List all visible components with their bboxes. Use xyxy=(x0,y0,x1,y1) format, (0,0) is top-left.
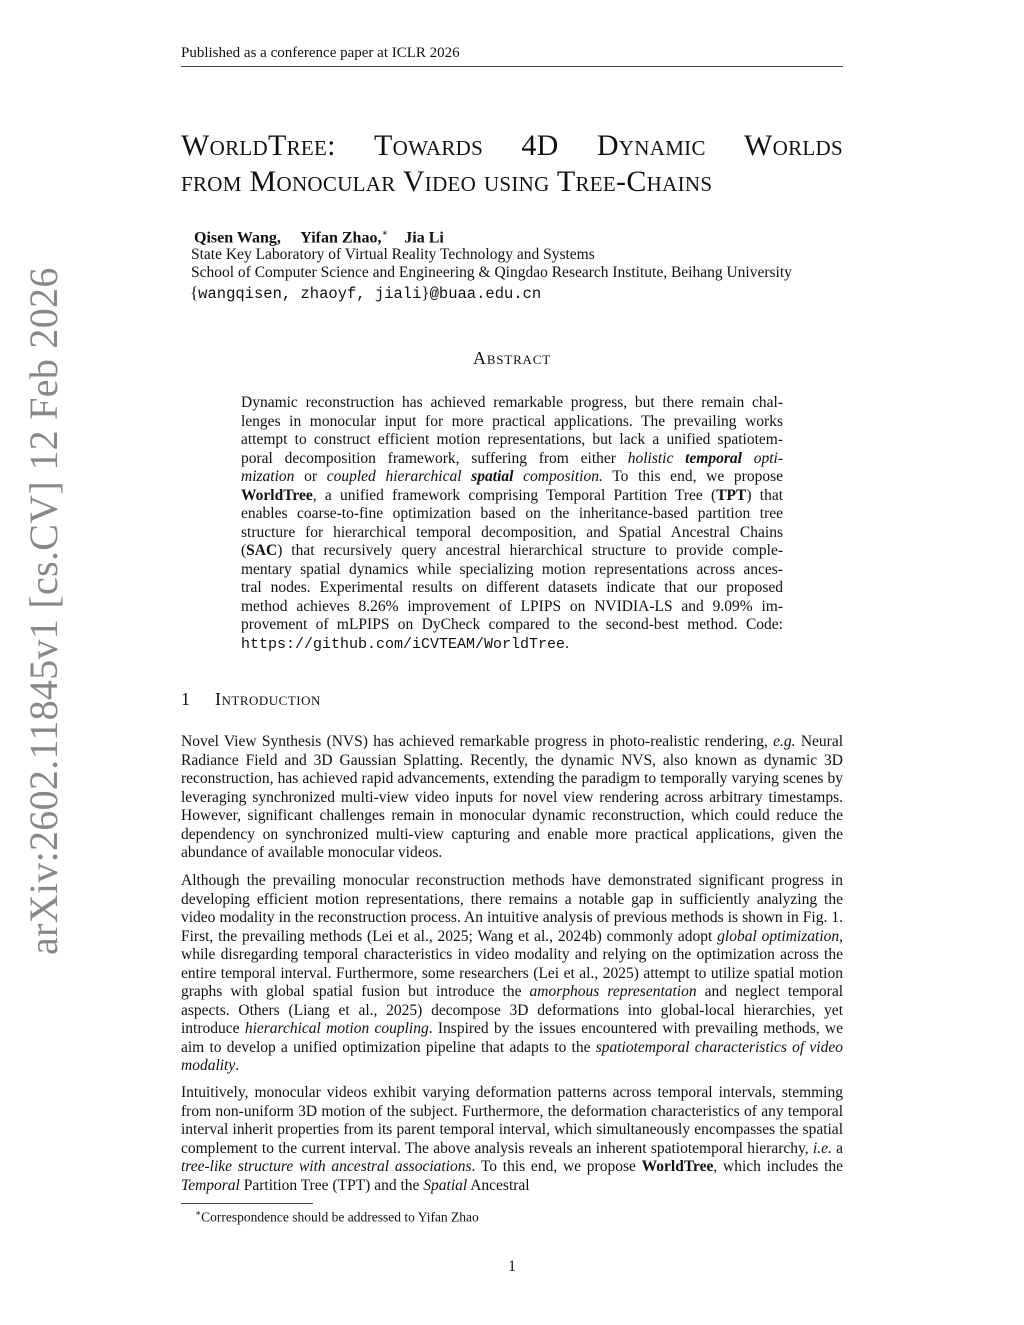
email-names: wangqisen, zhaoyf, jiali xyxy=(198,285,422,303)
page-number: 1 xyxy=(508,1258,516,1275)
header-rule xyxy=(181,66,843,67)
abstract-heading: Abstract xyxy=(473,348,551,368)
abstract-line: poral decomposition framework, suffering from either holistic temporal opti- xyxy=(241,449,784,467)
author-name: Jia Li xyxy=(404,229,444,247)
running-header: Published as a conference paper at ICLR 2026 xyxy=(181,45,460,61)
abstract-line: https://github.com/iCVTEAM/WorldTree. xyxy=(241,634,569,653)
title-word: Dynamic xyxy=(596,129,706,162)
section-title: Introduction xyxy=(215,689,321,709)
footnote-rule xyxy=(181,1203,313,1204)
abstract-line: method achieves 8.26% improvement of LPIPS on NVIDIA-LS and 9.09% im- xyxy=(241,597,783,615)
author-name: Yifan Zhao, xyxy=(300,229,382,247)
affiliation: School of Computer Science and Engineering & Qingdao Research Institute, Beihang University xyxy=(191,264,792,281)
abstract-line: tral nodes. Experimental results on different datasets indicate that our proposed xyxy=(241,579,783,596)
abstract-line: structure for hierarchical temporal decomposition, and Spatial Ancestral Chains xyxy=(241,523,783,541)
abstract-line: (SAC) that recursively query ancestral hierarchical structure to provide comple- xyxy=(241,542,783,559)
arxiv-stamp: arXiv:2602.11845v1 [cs.CV] 12 Feb 2026 xyxy=(21,267,66,955)
title-word: Towards xyxy=(374,129,484,162)
affiliation: State Key Laboratory of Virtual Reality Technology and Systems xyxy=(191,246,595,263)
paper-title xyxy=(181,128,843,200)
intro-paragraph: Although the prevailing monocular reconstruction methods have demonstrated significant progress in developing efficient motion representations, there remains a notable gap in sufficiently analyzing the video modality in the reconstruction process. An intuitive analysis of previous methods is shown in Fig. 1. First, the prevailing methods (Lei et al., 2025; Wang et al., 2024b) commonly adopt global optimization, while disregarding temporal characteristics in video modality and relying on the optimization across the entire temporal interval. Furthermore, some researchers (Lei et al., 2025) attempt to utilize spatial motion graphs with global spatial fusion but introduce the amorphous representation and neglect temporal aspects. Others (Liang et al., 2025) decompose 3D deformations into global-local hierarchies, yet introduce hierarchical motion coupling. Inspired by the issues encountered with prevailing methods, we aim to develop a unified optimization pipeline that adapts to the spatiotemporal characteristics of video modality. xyxy=(181,872,844,1074)
footnote-text: Correspondence should be addressed to Yifan Zhao xyxy=(201,1209,479,1225)
author-list xyxy=(194,228,444,247)
abstract-line: Dynamic reconstruction has achieved remarkable progress, but there remain chal- xyxy=(241,394,783,411)
abstract-line: enables coarse-to-fine optimization based on the inheritance-based partition tree xyxy=(241,505,783,522)
corresponding-mark: ∗ xyxy=(381,228,389,239)
abstract-line: WorldTree, a unified framework comprising Temporal Partition Tree (TPT) that xyxy=(241,486,784,504)
abstract-line: mentary spatial dynamics while specializing motion representations across ances- xyxy=(241,560,783,578)
intro-paragraph: Novel View Synthesis (NVS) has achieved remarkable progress in photo-realistic rendering, e.g. Neural Radiance Field and 3D Gaussian Splatting. Recently, the dynamic NVS, also known as dynamic 3D reconstruction, has achieved rapid advancements, extending the paradigm to temporally varying scenes by leveraging synchronized multi-view video inputs for novel view rendering across arbitrary timestamps. However, significant challenges remain in monocular dynamic reconstruction, which could reduce the dependency on synchronized multi-view capturing and enable more practical applications, given the abundance of available monocular videos. xyxy=(181,733,844,861)
title-word: 4D xyxy=(521,129,559,162)
brace-close: } xyxy=(421,283,430,302)
abstract-body xyxy=(241,394,783,653)
section-heading xyxy=(181,689,321,710)
abstract-line: provement of mLPIPS on DyCheck compared to the second-best method. Code: xyxy=(241,616,783,633)
title-line-2: from Monocular Video using Tree-Chains xyxy=(181,165,713,198)
author-emails xyxy=(190,283,541,303)
abstract-line: attempt to construct efficient motion representations, but lack a unified spatiotem- xyxy=(241,431,783,448)
code-link[interactable]: https://github.com/iCVTEAM/WorldTree xyxy=(241,635,566,653)
footnote xyxy=(195,1208,479,1226)
email-domain: @buaa.edu.cn xyxy=(429,285,542,303)
footnote-mark: ∗ xyxy=(195,1208,202,1218)
section-number: 1 xyxy=(181,689,190,709)
title-word: WorldTree: xyxy=(181,129,336,162)
intro-paragraph: Intuitively, monocular videos exhibit varying deformation patterns across temporal intervals, stemming from non-uniform 3D motion of the subject. Furthermore, the deformation characteristics of any temporal interval inherit properties from its parent temporal interval, which simultaneously encompasses the spatial complement to the current interval. The above analysis reveals an inherent spatiotemporal hierarchy, i.e. a tree-like structure with ancestral associations. To this end, we propose WorldTree, which includes the Temporal Partition Tree (TPT) and the Spatial Ancestral xyxy=(181,1084,843,1194)
title-word: Worlds xyxy=(744,129,843,162)
abstract-line: lenges in monocular input for more practical applications. The prevailing works xyxy=(241,412,783,430)
abstract-line: mization or coupled hierarchical spatial composition. To this end, we propose xyxy=(241,468,783,485)
author-name: Qisen Wang, xyxy=(194,229,281,247)
brace-open: { xyxy=(190,283,199,302)
